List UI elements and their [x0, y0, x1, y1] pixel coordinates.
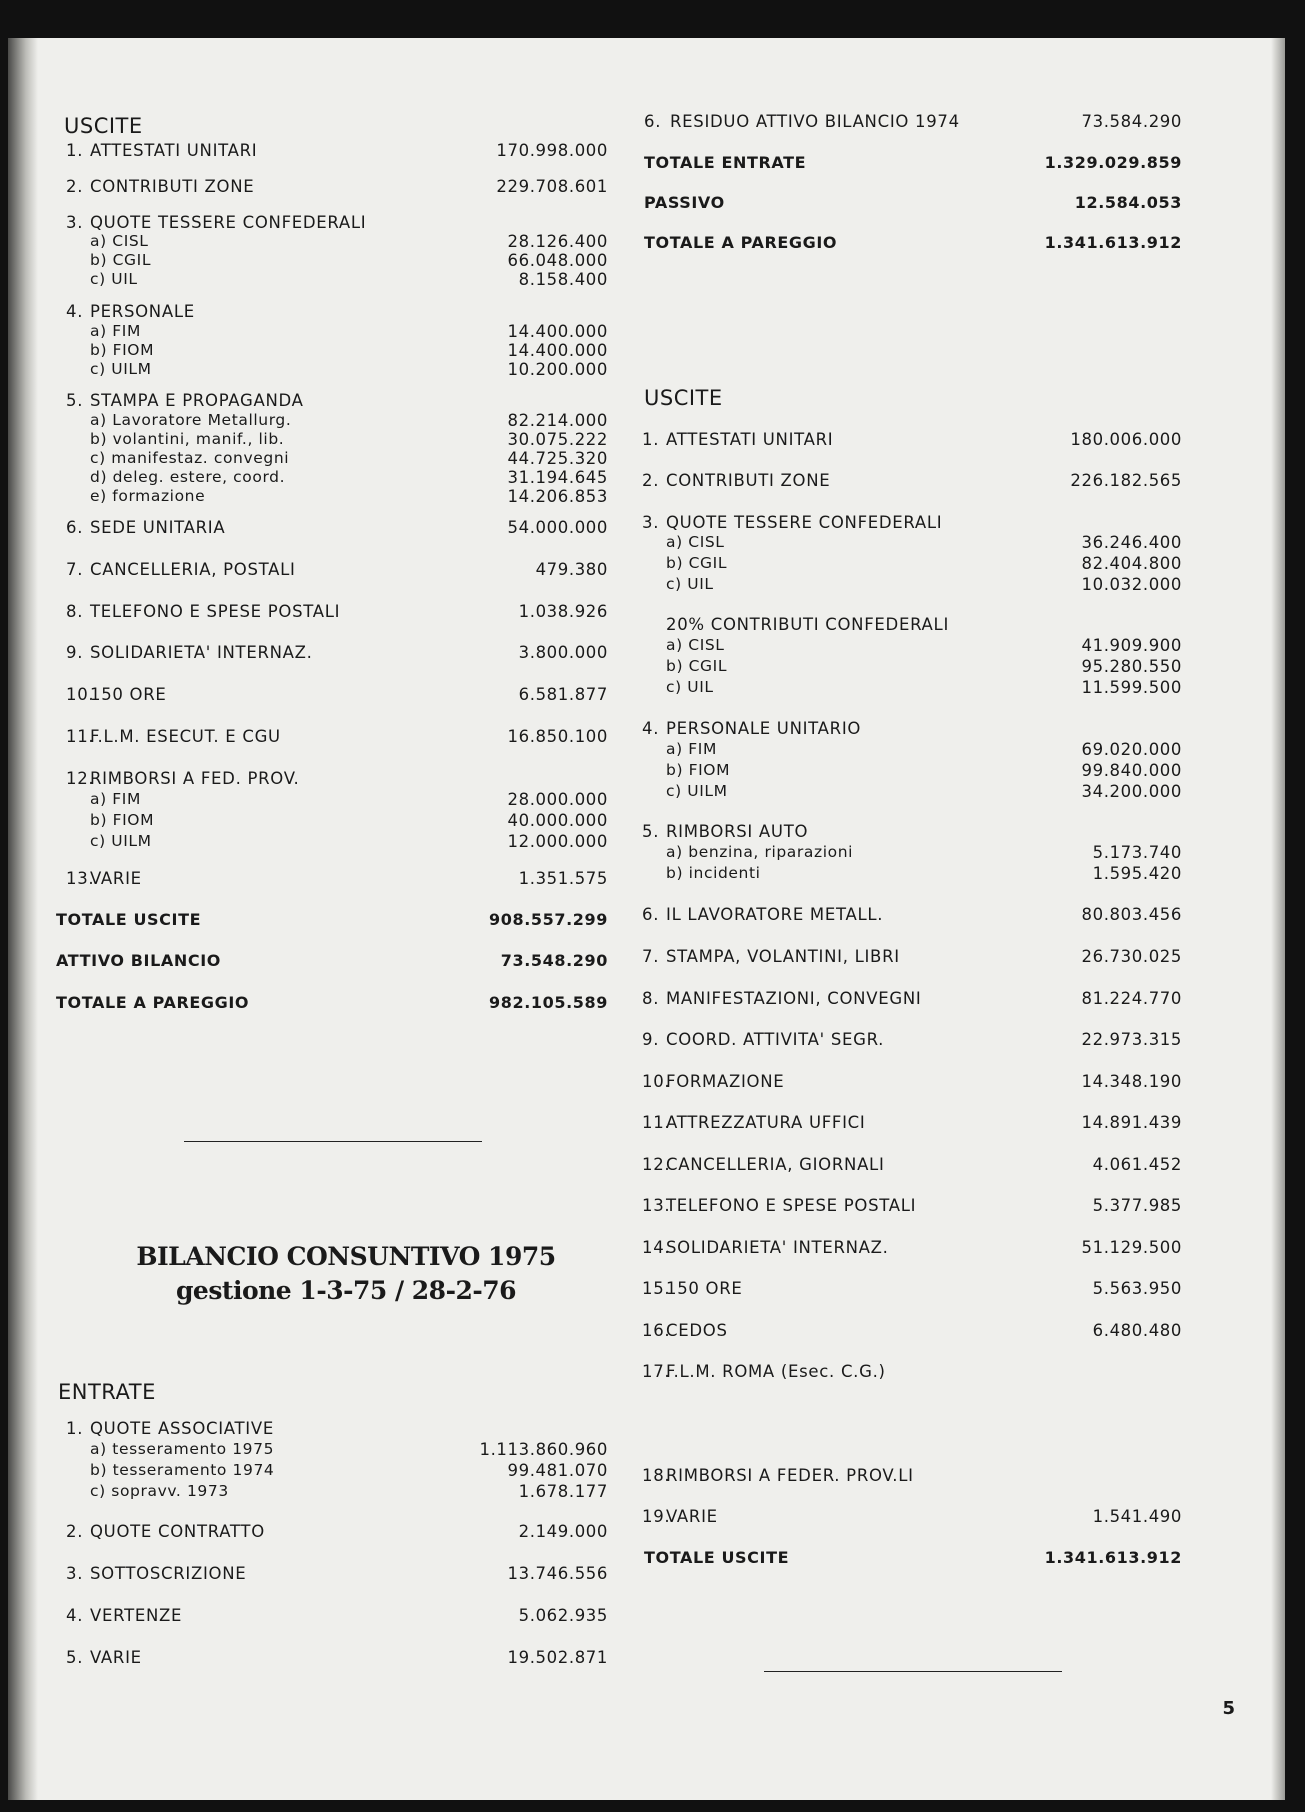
uscite-item: 1. ATTESTATI UNITARI 180.006.000 [642, 430, 1182, 449]
uscite-item: 12. CANCELLERIA, GIORNALI 4.061.452 [642, 1155, 1182, 1174]
entrate-subitem: c) sopravv. 1973 1.678.177 [90, 1482, 608, 1501]
entrate-subitem: a) tesseramento 1975 1.113.860.960 [90, 1440, 608, 1459]
entrate-item: 5. VARIE 19.502.871 [66, 1648, 608, 1667]
uscite-item: 6. SEDE UNITARIA 54.000.000 [66, 518, 608, 537]
uscite-subitem: a) CISL 28.126.400 [90, 232, 608, 251]
uscite-subitem: b) CGIL 95.280.550 [666, 657, 1182, 676]
uscite-item: 10. 150 ORE 6.581.877 [66, 685, 608, 704]
uscite-subitem: a) CISL 41.909.900 [666, 636, 1182, 655]
heading-subtitle: gestione 1-3-75 / 28-2-76 [175, 1276, 517, 1305]
total-row: TOTALE USCITE 908.557.299 [56, 910, 608, 929]
entrate-item: 2. QUOTE CONTRATTO 2.149.000 [66, 1522, 608, 1541]
entrate-item: 4. VERTENZE 5.062.935 [66, 1606, 608, 1625]
total-row: TOTALE ENTRATE 1.329.029.859 [644, 153, 1182, 172]
total-row: PASSIVO 12.584.053 [644, 193, 1182, 212]
uscite-title-right: USCITE [644, 386, 723, 410]
uscite-subitem: b) CGIL 82.404.800 [666, 554, 1182, 573]
uscite-item: 16. CEDOS 6.480.480 [642, 1321, 1182, 1340]
uscite-subitem: a) Lavoratore Metallurg. 82.214.000 [90, 411, 608, 430]
uscite-item: 18. RIMBORSI A FEDER. PROV.LI [642, 1466, 914, 1485]
uscite-item: 11. ATTREZZATURA UFFICI 14.891.439 [642, 1113, 1182, 1132]
uscite-item: 10. FORMAZIONE 14.348.190 [642, 1072, 1182, 1091]
uscite-item: 13. VARIE 1.351.575 [66, 869, 608, 888]
uscite-item: 9. SOLIDARIETA' INTERNAZ. 3.800.000 [66, 643, 608, 662]
uscite-subitem [632, 1383, 1182, 1403]
uscite-item: 15. 150 ORE 5.563.950 [642, 1279, 1182, 1298]
uscite-item: 13. TELEFONO E SPESE POSTALI 5.377.985 [642, 1196, 1182, 1215]
uscite-item: 6. IL LAVORATORE METALL. 80.803.456 [642, 905, 1182, 924]
uscite-item: 9. COORD. ATTIVITA' SEGR. 22.973.315 [642, 1030, 1182, 1049]
uscite-subitem: b) FIOM 40.000.000 [90, 811, 608, 830]
uscite-subitem: e) formazione 14.206.853 [90, 487, 608, 506]
uscite-item: 3. QUOTE TESSERE CONFEDERALI [642, 513, 943, 532]
uscite-subitem: c) UILM 12.000.000 [90, 832, 608, 851]
uscite-subitem: d) deleg. estere, coord. 31.194.645 [90, 468, 608, 487]
uscite-subitem: c) UILM 10.200.000 [90, 360, 608, 379]
uscite-item: 4. PERSONALE UNITARIO [642, 719, 862, 738]
uscite-item: 8. TELEFONO E SPESE POSTALI 1.038.926 [66, 602, 608, 621]
uscite-title-left: USCITE [64, 114, 143, 138]
total-row: TOTALE A PAREGGIO 982.105.589 [56, 993, 608, 1012]
uscite-item: 1. ATTESTATI UNITARI 170.998.000 [66, 141, 608, 160]
uscite-item: 12. RIMBORSI A FED. PROV. [66, 769, 300, 788]
uscite-subitem: c) UIL 8.158.400 [90, 270, 608, 289]
uscite-subitem: a) FIM 14.400.000 [90, 322, 608, 341]
entrate-subitem: b) tesseramento 1974 99.481.070 [90, 1461, 608, 1480]
uscite-item: 2. CONTRIBUTI ZONE 226.182.565 [642, 471, 1182, 490]
uscite-subitem: a) benzina, riparazioni 5.173.740 [666, 843, 1182, 862]
entrate-title: ENTRATE [58, 1380, 156, 1404]
uscite-item: 5. STAMPA E PROPAGANDA [66, 391, 304, 410]
uscite-subitem: c) UILM 34.200.000 [666, 782, 1182, 801]
uscite-item: 20% CONTRIBUTI CONFEDERALI [666, 615, 950, 634]
uscite-item: 11. F.L.M. ESECUT. E CGU 16.850.100 [66, 727, 608, 746]
divider-rule [184, 1141, 482, 1142]
uscite-subitem: b) incidenti 1.595.420 [666, 864, 1182, 883]
entrate-item: 3. SOTTOSCRIZIONE 13.746.556 [66, 1564, 608, 1583]
uscite-item: 17. F.L.M. ROMA (Esec. C.G.) [642, 1362, 886, 1381]
uscite-item: 5. RIMBORSI AUTO [642, 822, 809, 841]
page-number: 5 [1222, 1698, 1235, 1719]
uscite-subitem: b) FIOM 14.400.000 [90, 341, 608, 360]
uscite-item: 2. CONTRIBUTI ZONE 229.708.601 [66, 177, 608, 196]
uscite-subitem: c) UIL 11.599.500 [666, 678, 1182, 697]
uscite-subitem: c) manifestaz. convegni 44.725.320 [90, 449, 608, 468]
total-row: TOTALE A PAREGGIO 1.341.613.912 [644, 233, 1182, 252]
uscite-item: 3. QUOTE TESSERE CONFEDERALI [66, 213, 367, 232]
uscite-subitem: a) FIM 28.000.000 [90, 790, 608, 809]
entrate-item: 1. QUOTE ASSOCIATIVE [66, 1419, 274, 1438]
uscite-item: 7. CANCELLERIA, POSTALI 479.380 [66, 560, 608, 579]
uscite-item: 7. STAMPA, VOLANTINI, LIBRI 26.730.025 [642, 947, 1182, 966]
page-heading [136, 1240, 556, 1308]
uscite-item: 4. PERSONALE [66, 302, 195, 321]
divider-rule [764, 1671, 1062, 1672]
total-row: TOTALE USCITE 1.341.613.912 [644, 1548, 1182, 1567]
residuo-row: 6. RESIDUO ATTIVO BILANCIO 1974 73.584.290 [644, 112, 1182, 131]
uscite-item: 14. SOLIDARIETA' INTERNAZ. 51.129.500 [642, 1238, 1182, 1257]
uscite-subitem [632, 1425, 1182, 1445]
document-page [8, 38, 1285, 1800]
uscite-subitem [632, 1404, 1182, 1424]
uscite-item: 8. MANIFESTAZIONI, CONVEGNI 81.224.770 [642, 989, 1182, 1008]
heading-title: BILANCIO CONSUNTIVO 1975 [136, 1242, 556, 1271]
uscite-subitem: a) CISL 36.246.400 [666, 533, 1182, 552]
uscite-subitem: b) FIOM 99.840.000 [666, 761, 1182, 780]
uscite-subitem: a) FIM 69.020.000 [666, 740, 1182, 759]
uscite-subitem: b) volantini, manif., lib. 30.075.222 [90, 430, 608, 449]
uscite-subitem: c) UIL 10.032.000 [666, 575, 1182, 594]
total-row: ATTIVO BILANCIO 73.548.290 [56, 951, 608, 970]
uscite-subitem: b) CGIL 66.048.000 [90, 251, 608, 270]
uscite-item: 19. VARIE 1.541.490 [642, 1507, 1182, 1526]
